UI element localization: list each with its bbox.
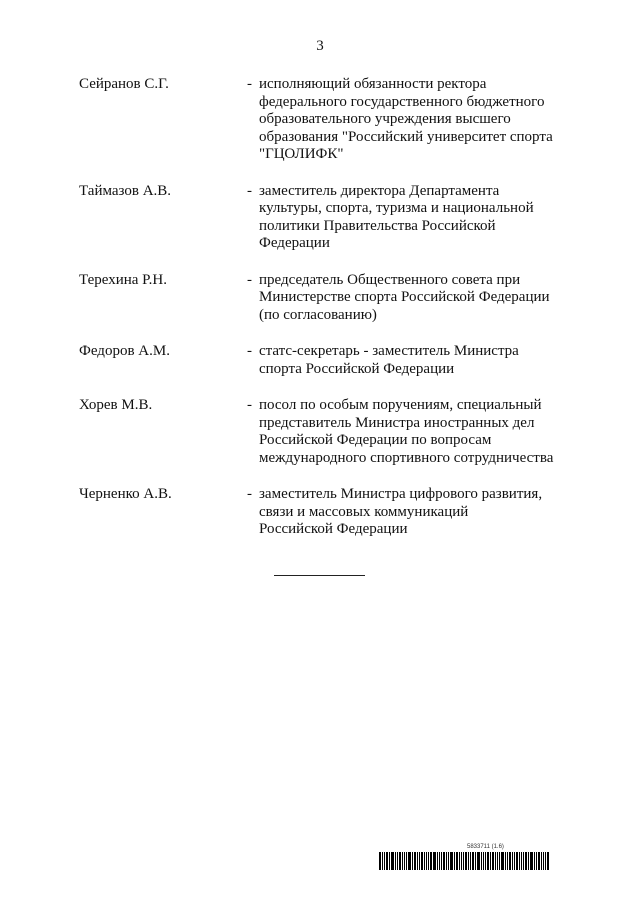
barcode-stripe	[525, 852, 527, 870]
barcode-stripe	[534, 852, 535, 870]
barcode-stripe	[424, 852, 425, 870]
barcode-stripe	[483, 852, 484, 870]
barcode-stripe	[499, 852, 500, 870]
barcode-stripe	[541, 852, 542, 870]
member-dash: -	[247, 182, 252, 199]
barcode-stripe	[509, 852, 511, 870]
member-list	[79, 76, 579, 558]
member-name: Терехина Р.Н.	[79, 271, 167, 288]
member-entry	[79, 272, 579, 325]
barcode-stripe	[437, 852, 438, 870]
barcode-stripe	[475, 852, 476, 870]
member-dash: -	[247, 397, 252, 413]
barcode-stripe	[523, 852, 524, 870]
barcode-stripe	[514, 852, 515, 870]
barcode-stripe	[456, 852, 458, 870]
barcode-stripe	[446, 852, 447, 870]
barcode-stripe	[521, 852, 522, 870]
barcode-code: 5833711 (1.6)	[467, 844, 504, 850]
barcode-stripe	[382, 852, 383, 870]
barcode-stripe	[421, 852, 423, 870]
barcode-stripe	[395, 852, 396, 870]
member-dash: -	[247, 271, 252, 288]
barcode-stripe	[472, 852, 474, 870]
barcode-stripe	[497, 852, 498, 870]
barcode-stripe	[386, 852, 388, 870]
member-name: Сейранов С.Г.	[79, 76, 169, 92]
barcode-stripe	[404, 852, 405, 870]
barcode-stripe	[481, 852, 482, 870]
barcode-stripe	[406, 852, 407, 870]
barcode-stripe	[450, 852, 453, 870]
barcode-stripe	[459, 852, 460, 870]
member-entry	[79, 486, 579, 539]
barcode-stripe	[507, 852, 508, 870]
barcode-stripe	[465, 852, 467, 870]
barcode-stripe	[463, 852, 464, 870]
barcode-stripe	[536, 852, 537, 870]
member-name: Хорев М.В.	[79, 397, 153, 413]
barcode-stripe	[379, 852, 381, 870]
member-entry	[79, 183, 579, 253]
barcode-stripe	[441, 852, 442, 870]
barcode-stripe	[412, 852, 413, 870]
barcode-stripe	[543, 852, 544, 870]
member-dash: -	[247, 343, 252, 359]
member-name: Таймазов А.В.	[79, 182, 172, 199]
member-position: председатель Общественного совета при Министерстве спорта Российской Федерации (по согласованию)	[259, 271, 550, 323]
barcode-stripe	[487, 852, 489, 870]
barcode-stripe	[428, 852, 429, 870]
barcode-stripe	[419, 852, 420, 870]
barcode-stripe	[414, 852, 416, 870]
barcode-stripe	[454, 852, 455, 870]
member-name: Федоров А.М.	[79, 343, 170, 359]
barcode-stripe	[443, 852, 445, 870]
barcode-stripe	[490, 852, 491, 870]
barcode-stripe	[389, 852, 390, 870]
barcode-stripe	[433, 852, 436, 870]
member-position: исполняющий обязанности ректора федерального государственного бюджетного образовательного учреждения высшего образования "Российский университет спорта "ГЦОЛИФК"	[259, 76, 553, 162]
barcode-stripe	[519, 852, 520, 870]
barcode-stripe	[399, 852, 401, 870]
barcode-stripe	[397, 852, 398, 870]
page-number: 3	[316, 38, 324, 54]
barcode-stripe	[501, 852, 504, 870]
barcode-stripe	[485, 852, 486, 870]
member-name: Черненко А.В.	[79, 486, 172, 502]
barcode-stripe	[492, 852, 494, 870]
barcode-stripe	[430, 852, 432, 870]
barcode-stripe	[402, 852, 403, 870]
member-entry	[79, 76, 579, 164]
member-position: заместитель директора Департамента культуры, спорта, туризма и национальной политики Правительства Российской Федерации	[259, 182, 534, 251]
closing-separator-line	[274, 575, 365, 576]
barcode-stripe	[505, 852, 506, 870]
barcode-stripe	[426, 852, 427, 870]
member-entry	[79, 397, 579, 467]
barcode-stripe	[417, 852, 418, 870]
member-entry	[79, 343, 579, 378]
barcode-stripe	[461, 852, 462, 870]
barcode-stripe	[448, 852, 449, 870]
barcode-stripe	[538, 852, 540, 870]
barcode-stripe	[495, 852, 496, 870]
barcode-stripe	[516, 852, 518, 870]
member-dash: -	[247, 76, 252, 92]
barcode-stripe	[528, 852, 529, 870]
barcode-stripe	[512, 852, 513, 870]
barcode-stripe	[391, 852, 394, 870]
barcode-stripe	[470, 852, 471, 870]
barcode-stripe	[384, 852, 385, 870]
barcode-stripe	[408, 852, 411, 870]
member-position: статс-секретарь - заместитель Министра спорта Российской Федерации	[259, 343, 519, 377]
barcode-stripe	[530, 852, 533, 870]
barcode-stripe	[468, 852, 469, 870]
barcode	[379, 852, 561, 870]
member-dash: -	[247, 486, 252, 502]
barcode-stripe	[439, 852, 440, 870]
barcode-stripe	[547, 852, 549, 870]
barcode-stripe	[477, 852, 480, 870]
member-position: заместитель Министра цифрового развития, связи и массовых коммуникаций Российской Федерации	[259, 486, 543, 537]
barcode-stripe	[545, 852, 546, 870]
member-position: посол по особым поручениям, специальный представитель Министра иностранных дел Российской Федерации по вопросам международного спортивного сотрудничества	[259, 397, 554, 466]
